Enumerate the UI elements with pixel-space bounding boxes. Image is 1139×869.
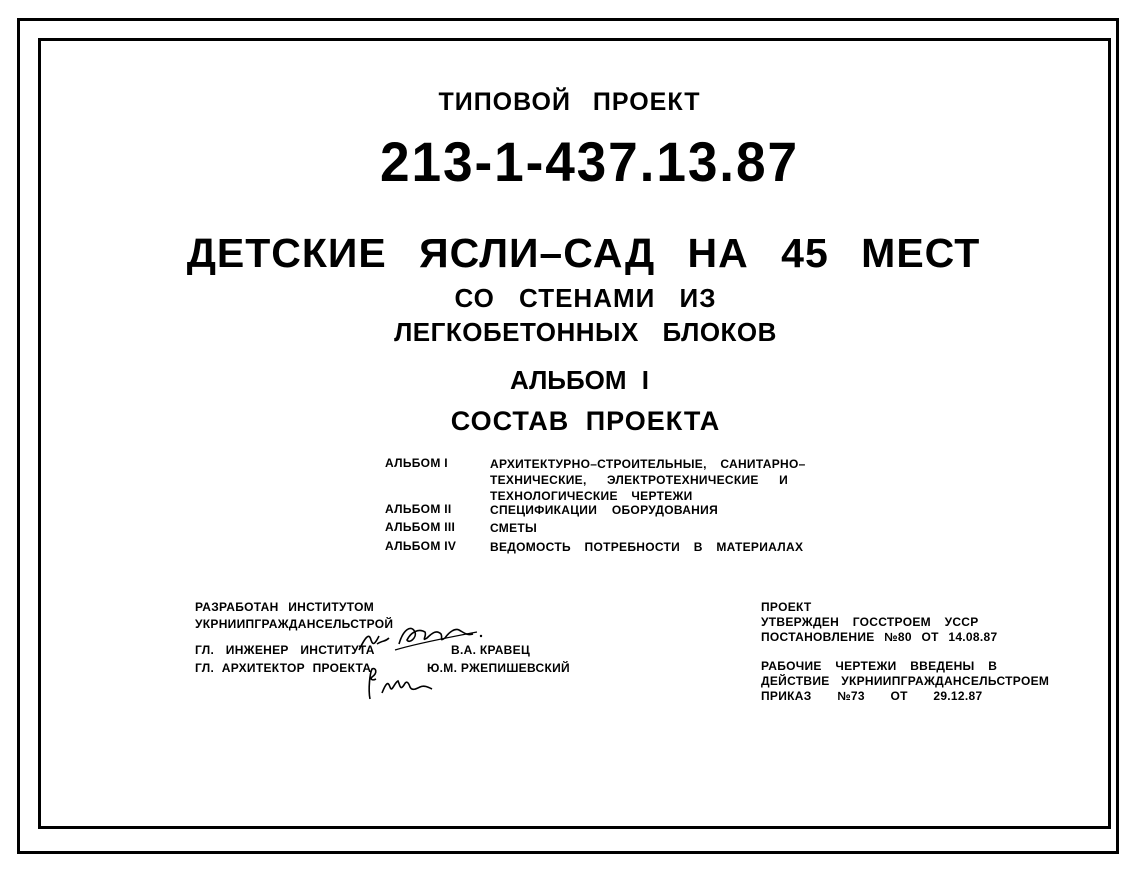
chief-architect-signature [360, 659, 440, 709]
chief-engineer-signature [355, 614, 485, 658]
chief-architect-name: Ю.М. РЖЕПИШЕВСКИЙ [427, 661, 570, 675]
composition-item-description [490, 520, 790, 536]
composition-item-name: АЛЬБОМ I [385, 456, 448, 470]
header-label: ТИПОВОЙ ПРОЕКТ [438, 88, 701, 116]
chief-engineer-label: ГЛ. ИНЖЕНЕР ИНСТИТУТА [195, 643, 375, 657]
title-line-3: ЛЕГКОБЕТОННЫХ БЛОКОВ [394, 317, 777, 347]
title-line-2: СО СТЕНАМИ ИЗ [454, 283, 717, 313]
approval-line-6: ПРИКАЗ №73 ОТ 29.12.87 [761, 689, 983, 703]
developer-line-1: РАЗРАБОТАН ИНСТИТУТОМ [195, 600, 375, 614]
composition-item-line: СМЕТЫ [490, 521, 538, 535]
album-label: АЛЬБОМ I [509, 365, 650, 395]
composition-item-description [490, 456, 806, 504]
composition-item-line: СПЕЦИФИКАЦИИ ОБОРУДОВАНИЯ [490, 503, 718, 517]
approval-line-4: РАБОЧИЕ ЧЕРТЕЖИ ВВЕДЕНЫ В [761, 659, 998, 673]
composition-item-name: АЛЬБОМ II [385, 502, 452, 516]
approval-line-1: ПРОЕКТ [761, 600, 812, 614]
approval-line-2: УТВЕРЖДЕН ГОССТРОЕМ УССР [761, 615, 979, 629]
composition-item-line: ТЕХНИЧЕСКИЕ, ЭЛЕКТРОТЕХНИЧЕСКИЕ И [490, 473, 788, 487]
composition-item-name: АЛЬБОМ IV [385, 539, 457, 553]
composition-item-line: ВЕДОМОСТЬ ПОТРЕБНОСТИ В МАТЕРИАЛАХ [490, 540, 804, 554]
title-line-1: ДЕТСКИЕ ЯСЛИ–САД НА 45 МЕСТ [186, 230, 981, 276]
approval-line-5: ДЕЙСТВИЕ УКРНИИПГРАЖДАНСЕЛЬСТРОЕМ [761, 674, 1050, 688]
chief-architect-label: ГЛ. АРХИТЕКТОР ПРОЕКТА [195, 661, 372, 675]
composition-item-description [490, 539, 804, 555]
composition-item-line: АРХИТЕКТУРНО–СТРОИТЕЛЬНЫЕ, САНИТАРНО– [490, 457, 806, 471]
project-number: 213-1-437.13.87 [380, 130, 799, 193]
composition-title: СОСТАВ ПРОЕКТА [450, 406, 721, 436]
composition-item-line: ТЕХНОЛОГИЧЕСКИЕ ЧЕРТЕЖИ [490, 489, 693, 503]
approval-line-3: ПОСТАНОВЛЕНИЕ №80 ОТ 14.08.87 [761, 630, 998, 644]
composition-item-name: АЛЬБОМ III [385, 520, 456, 534]
composition-item-description [490, 502, 790, 518]
developer-line-2: УКРНИИПГРАЖДАНСЕЛЬСТРОЙ [195, 617, 394, 631]
chief-engineer-name: В.А. КРАВЕЦ [451, 643, 531, 657]
